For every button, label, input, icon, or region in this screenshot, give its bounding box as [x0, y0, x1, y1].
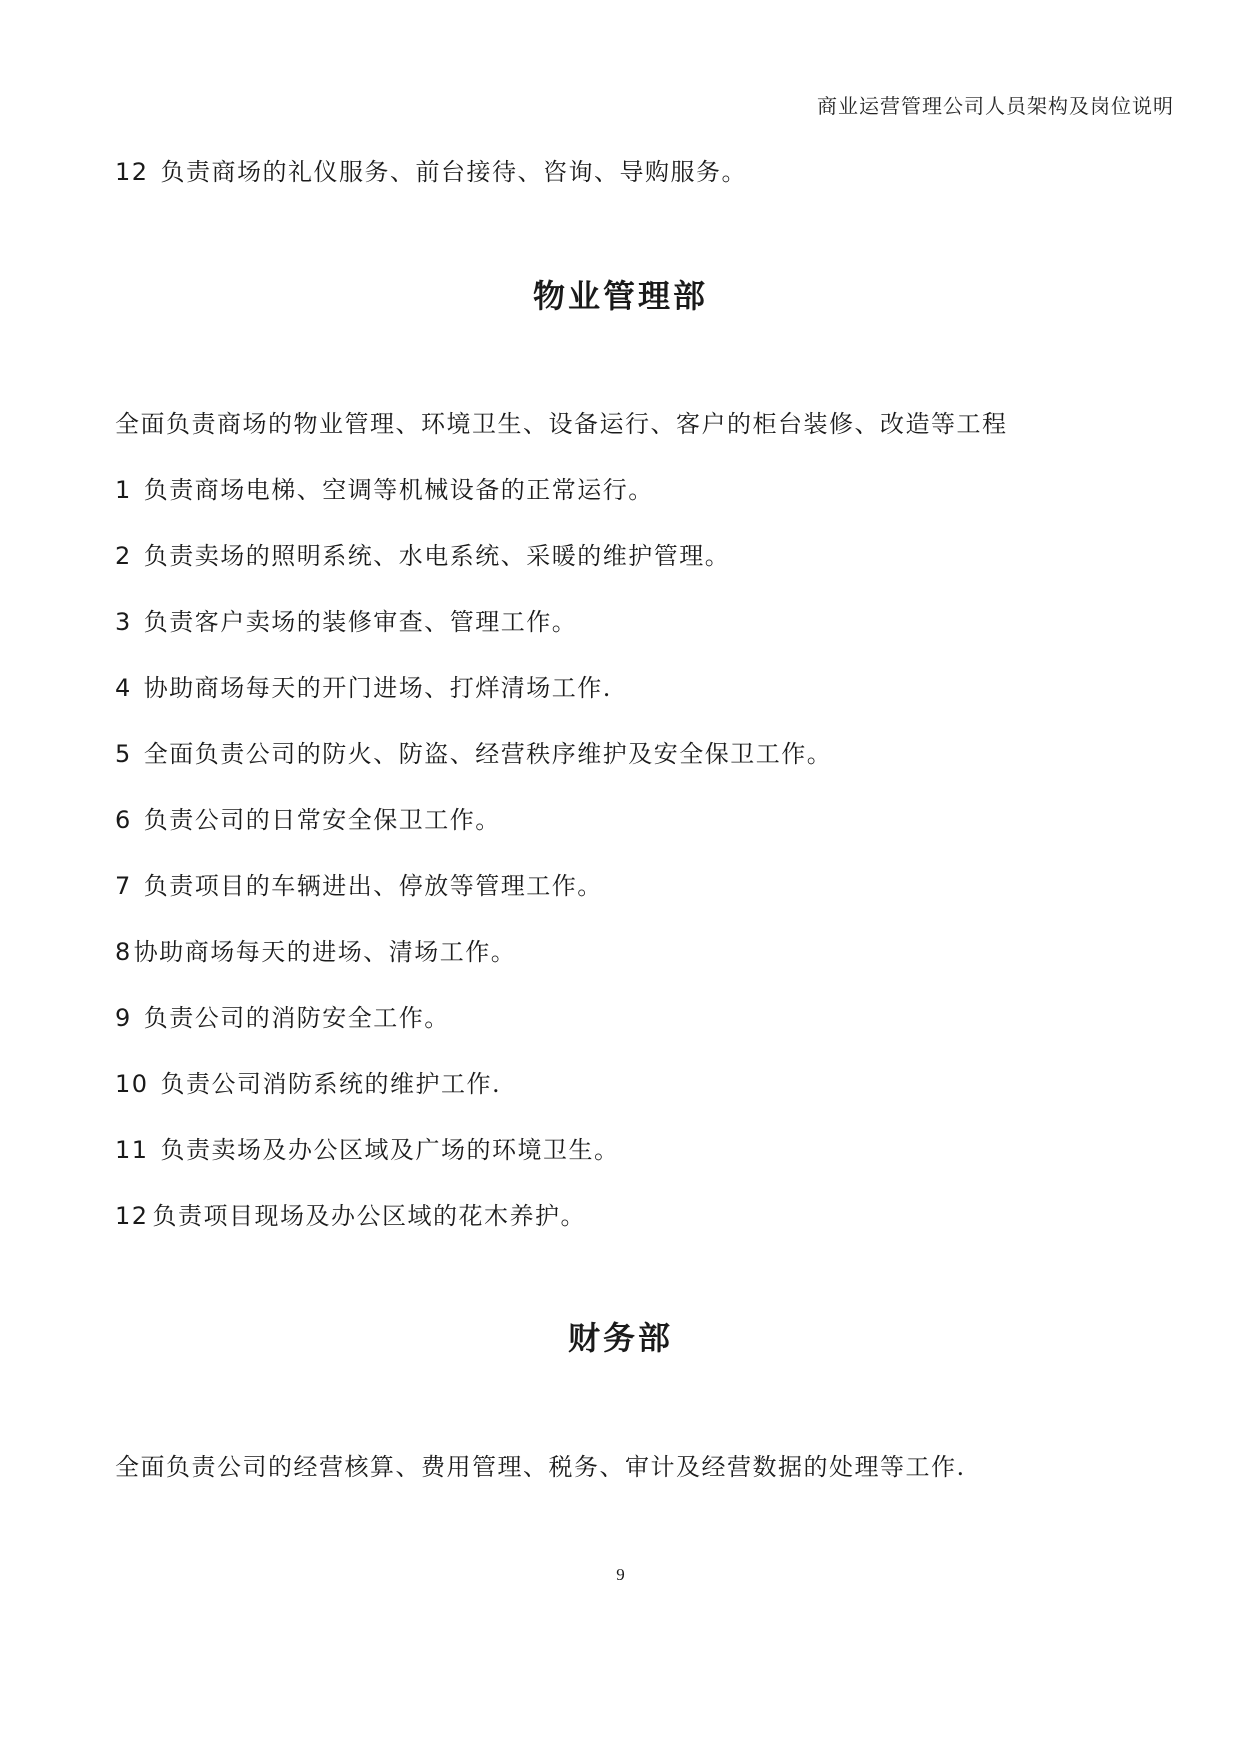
section-intro-property: 全面负责商场的物业管理、环境卫生、设备运行、客户的柜台装修、改造等工程 [115, 410, 1008, 438]
item-text: 负责公司的日常安全保卫工作。 [143, 806, 501, 834]
list-item [115, 940, 516, 964]
list-item [115, 742, 832, 766]
item-number: 1 [115, 476, 132, 504]
item-number: 3 [115, 608, 132, 636]
item-text: 负责公司消防系统的维护工作. [160, 1070, 502, 1098]
list-item [115, 676, 612, 700]
list-item [115, 1006, 450, 1030]
item-text: 协助商场每天的开门进场、打烊清场工作. [143, 674, 612, 702]
item-text: 负责公司的消防安全工作。 [143, 1004, 450, 1032]
list-item [115, 478, 654, 502]
item-text: 负责项目的车辆进出、停放等管理工作。 [143, 872, 603, 900]
item-text: 负责客户卖场的装修审查、管理工作。 [143, 608, 578, 636]
item-text: 负责卖场及办公区域及广场的环境卫生。 [160, 1136, 620, 1164]
item-number: 7 [115, 872, 132, 900]
item-text: 全面负责公司的防火、防盗、经营秩序维护及安全保卫工作。 [143, 740, 833, 768]
item-number: 12 [115, 158, 149, 186]
item-number: 5 [115, 740, 132, 768]
item-number: 11 [115, 1136, 149, 1164]
section-title-property: 物业管理部 [532, 277, 708, 315]
list-item [115, 160, 747, 184]
list-item [115, 544, 730, 568]
item-number: 10 [115, 1070, 149, 1098]
section-title-finance: 财务部 [567, 1319, 673, 1357]
list-item [115, 874, 603, 898]
item-text: 协助商场每天的进场、清场工作。 [133, 938, 517, 966]
list-item [115, 610, 577, 634]
item-number: 9 [115, 1004, 132, 1032]
item-number: 6 [115, 806, 132, 834]
list-item [115, 1204, 586, 1228]
running-header: 商业运营管理公司人员架构及岗位说明 [817, 94, 1174, 118]
item-number: 8 [115, 938, 132, 966]
item-text: 负责商场的礼仪服务、前台接待、咨询、导购服务。 [160, 158, 748, 186]
item-number: 2 [115, 542, 132, 570]
list-item [115, 1072, 501, 1096]
list-item [115, 1138, 620, 1162]
item-text: 负责卖场的照明系统、水电系统、采暖的维护管理。 [143, 542, 731, 570]
item-number: 12 [115, 1202, 149, 1230]
item-text: 负责项目现场及办公区域的花木养护。 [152, 1202, 587, 1230]
page-number: 9 [616, 1565, 625, 1584]
item-text: 负责商场电梯、空调等机械设备的正常运行。 [143, 476, 654, 504]
item-number: 4 [115, 674, 132, 702]
section-intro-finance: 全面负责公司的经营核算、费用管理、税务、审计及经营数据的处理等工作. [115, 1453, 966, 1481]
list-item [115, 808, 501, 832]
